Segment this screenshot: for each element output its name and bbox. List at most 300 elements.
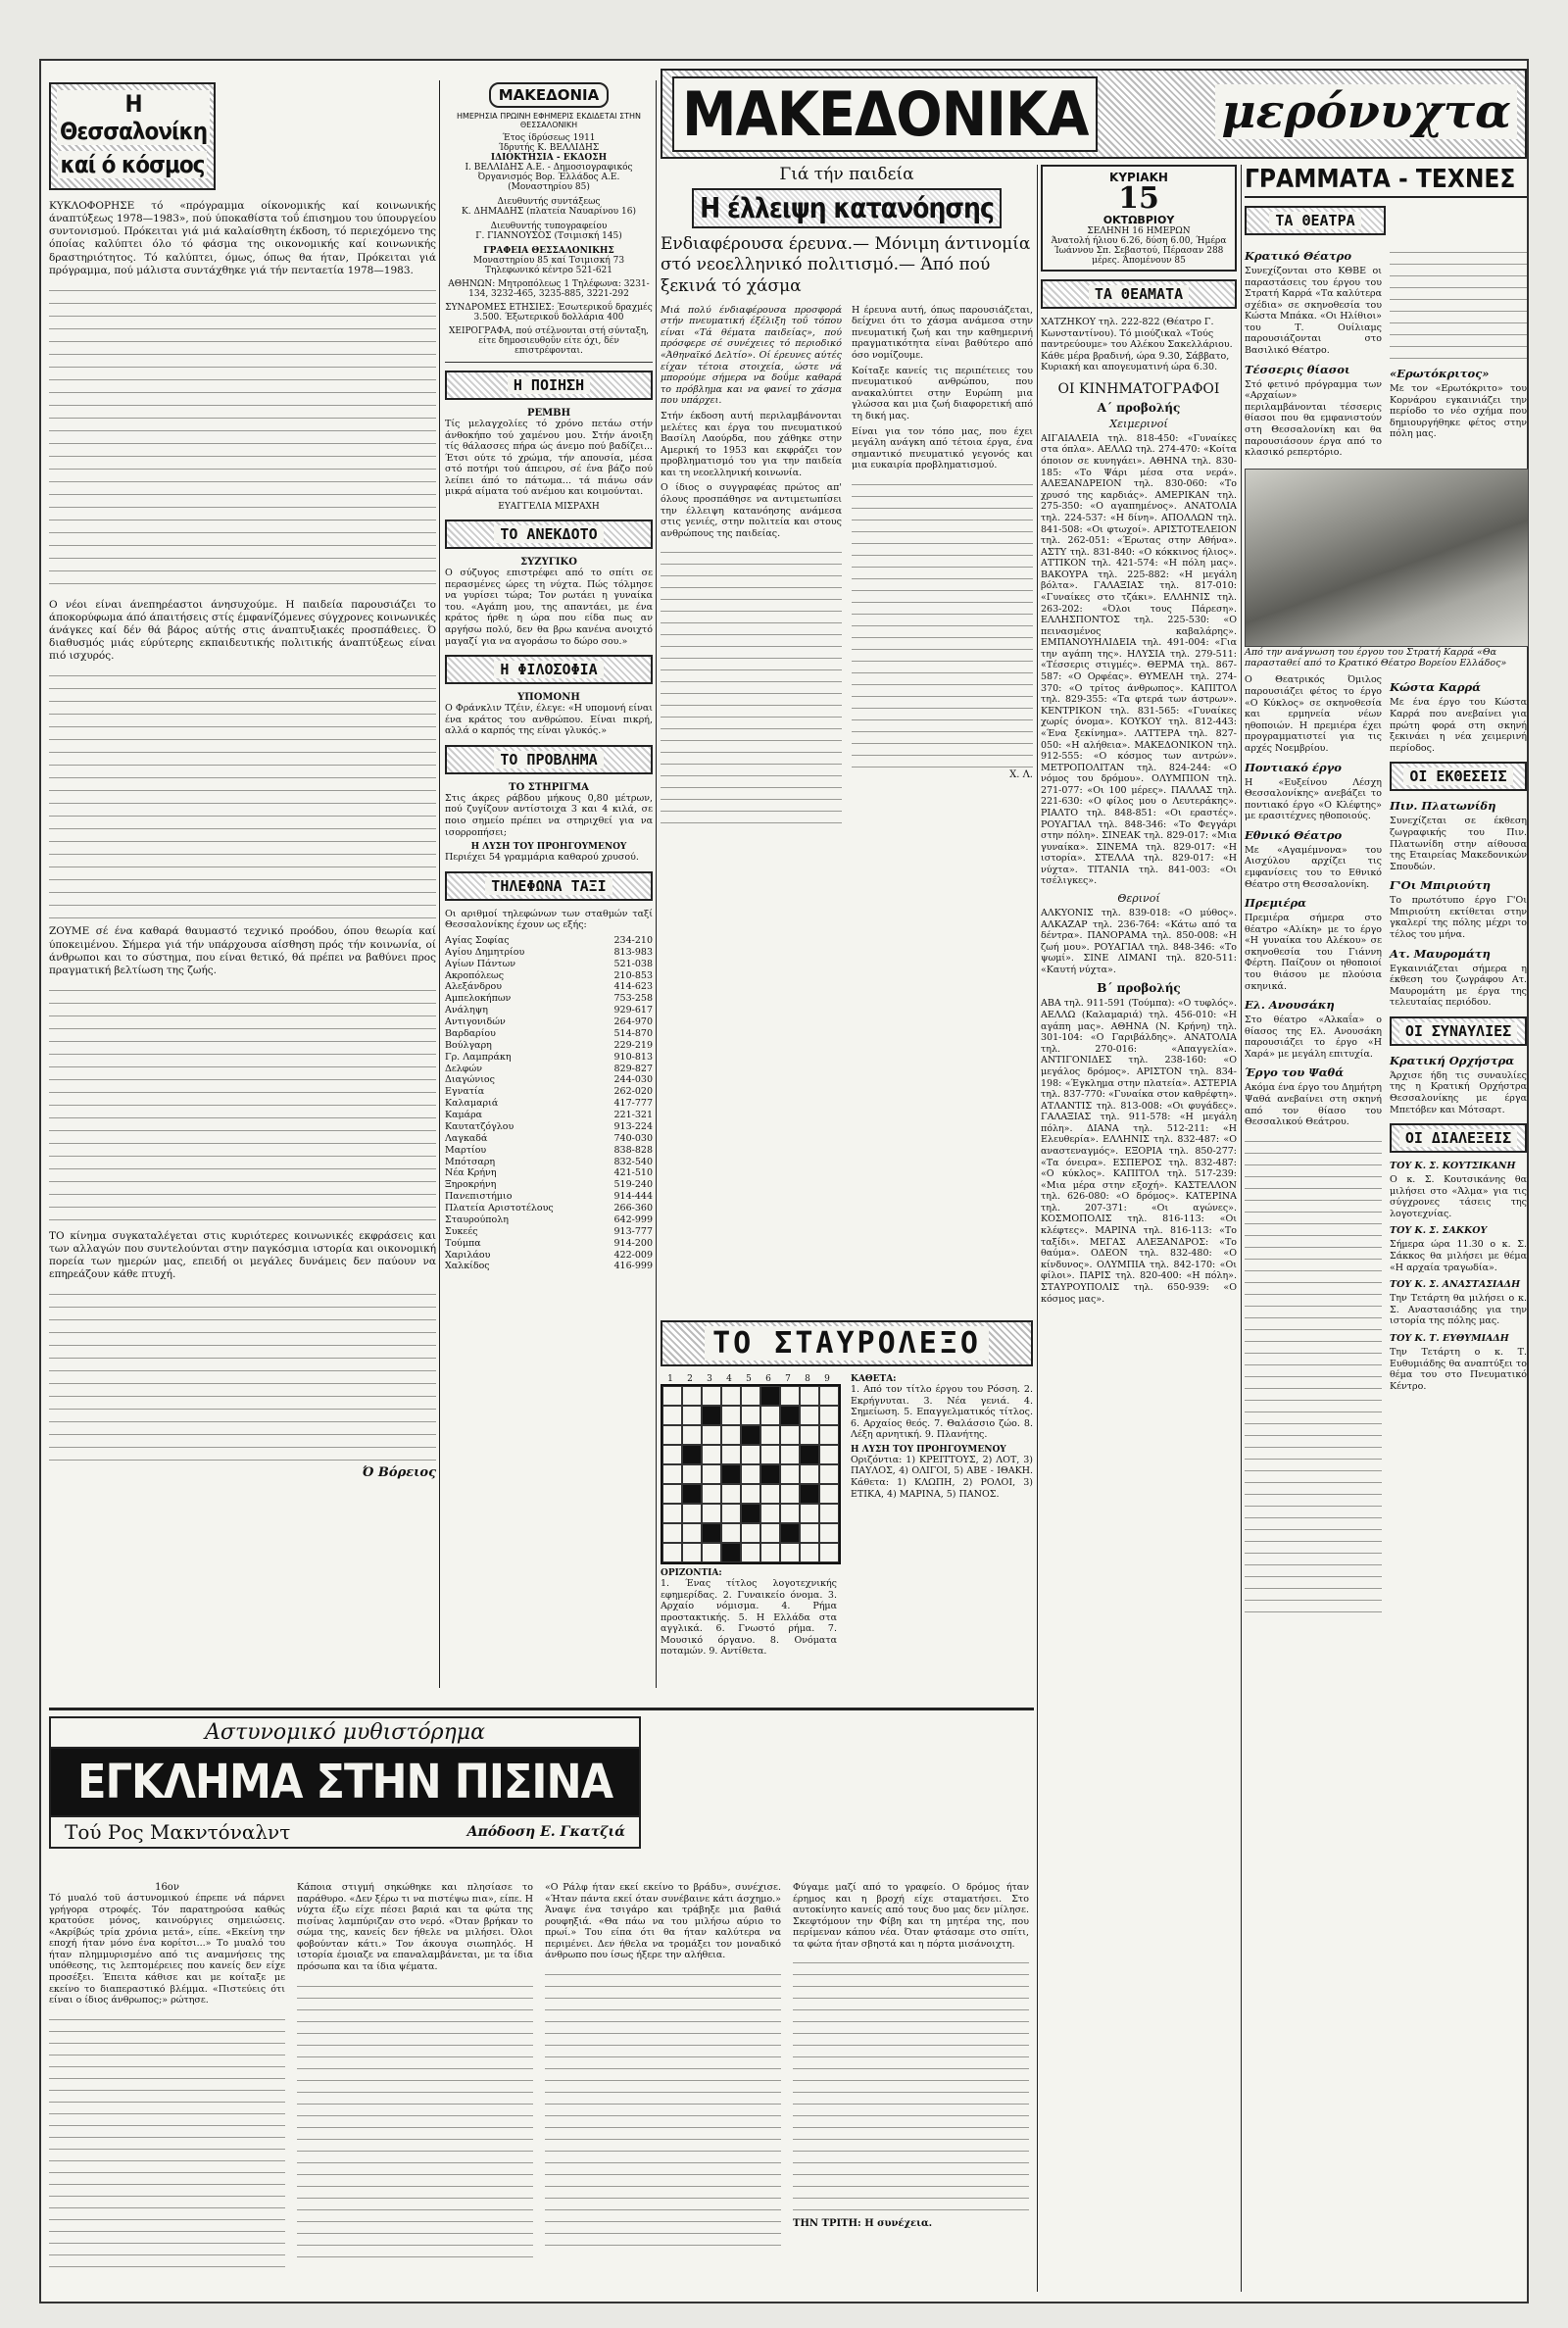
arts-column: [1245, 165, 1527, 2282]
arts-lectures-tag: ΟΙ ΔΙΑΛΕΞΕΙΣ: [1390, 1123, 1527, 1153]
feature-paragraph-6: Είναι για τον τόπο μας, που έχει μεγάλη ανάγκη από τέτοια έργα, ένα σημαντικό πνευματικό γεγονός και μια ευκαιρία προβληματισμού.: [852, 425, 1033, 471]
calendar-moon: ΣΕΛΗΝΗ 16 ΗΜΕΡΩΝ: [1087, 226, 1191, 236]
arts-ex2-title: Γ'Οι Μπιριούτη: [1390, 878, 1491, 893]
puzzle-tag: ΤΟ ΠΡΟΒΛΗΜΑ: [445, 745, 653, 774]
novel-credits: [51, 1815, 639, 1847]
phone-number: 244-030: [613, 1074, 653, 1086]
arts-theaters-tag: ΤΑ ΘΕΑΤΡΑ: [1245, 206, 1386, 235]
crossword-cell: [741, 1464, 760, 1484]
phone-row: [445, 970, 653, 982]
novel-continued: ΤΗΝ ΤΡΙΤΗ: Η συνέχεια.: [793, 2218, 933, 2230]
calendar-date: 15: [1118, 181, 1159, 216]
phone-number: 753-258: [613, 993, 653, 1005]
feature-filler-2: [852, 475, 1033, 769]
arts-lec2-text: Σήμερα ώρα 11.30 ο κ. Σ. Σάκκος θα μιλήσει με θέμα «Η αρχαία τραγωδία».: [1390, 1239, 1527, 1273]
masthead-offices-label: ΓΡΑΦΕΙΑ ΘΕΣΣΑΛΟΝΙΚΗΣ: [483, 246, 614, 256]
arts-lec2-title: ΤΟΥ Κ. Σ. ΣΑΚΚΟΥ: [1390, 1225, 1488, 1237]
crossword-body: [661, 1374, 1033, 1661]
crossword-cell: [819, 1504, 839, 1523]
arts-krat-title: Κρατικό Θέατρο: [1245, 249, 1352, 263]
phone-station-name: Τούμπα: [445, 1237, 481, 1249]
crossword-cell: [721, 1504, 741, 1523]
winter-label: Χειμερινοί: [1109, 417, 1168, 430]
crossword-cell: [682, 1464, 702, 1484]
crossword-black-cell: [741, 1504, 760, 1523]
crossword-column-number: 4: [726, 1374, 732, 1384]
novel-filler-1: [49, 2010, 285, 2275]
crossword-cell: [702, 1445, 721, 1464]
column-rule-2: [656, 80, 657, 1688]
feature-filler-1: [661, 543, 842, 827]
feature-paragraph-2: Στήν έκδοση αυτή περιλαμβάνονται μελέτες και έργα του πνευματικού Βασίλη Λαούρδα, που χάθηκε στην Αμερική το 1953 και εκφράζει τον προβληματισμό του για την παιδεία και τη νεοελληνική κοινωνία.: [661, 410, 842, 478]
crossword-title-box: [661, 1320, 1033, 1366]
poetry-tag: Η ΠΟΙΗΣΗ: [445, 371, 653, 400]
crossword-cell: [760, 1523, 780, 1543]
crossword-cell: [819, 1464, 839, 1484]
crossword-column-number: 7: [785, 1374, 791, 1384]
crossword-cell: [800, 1464, 819, 1484]
phone-number: 421-510: [613, 1167, 653, 1179]
crossword-cell: [819, 1484, 839, 1504]
masthead-publisher: Ι. ΒΕΛΛΙΔΗΣ Α.Ε. - Δημοσιογραφικός Όργανισμός Βορ. Έλλάδος Α.Ε. (Μοναστηρίου 85): [465, 163, 633, 192]
phone-station-name: Χαριλάου: [445, 1249, 491, 1261]
column-rule-3: [1037, 165, 1038, 2292]
crossword-cell: [760, 1484, 780, 1504]
phone-row: [445, 1145, 653, 1157]
puzzle-title: ΤΟ ΣΤΗΡΙΓΜΑ: [509, 781, 589, 793]
phone-number: 416-999: [613, 1261, 653, 1272]
main-header-title: ΜΑΚΕΔΟΝΙΚΑ: [672, 76, 1098, 152]
phone-row: [445, 1191, 653, 1203]
crossword-black-cell: [741, 1425, 760, 1445]
poetry-title: ΡΕΜΒΗ: [526, 408, 571, 419]
arts-eros-text: Με τον «Ερωτόκριτο» του Κορνάρου εγκαινιάζει την περίοδο το νέο σχήμα που δημιουργήθηκε φέτος στην πόλη μας.: [1390, 383, 1527, 440]
first-run-label: Α΄ προβολής: [1097, 400, 1181, 415]
arts-lec3-title: ΤΟΥ Κ. Σ. ΑΝΑΣΤΑΣΙΑΔΗ: [1390, 1279, 1521, 1291]
phone-row: [445, 1086, 653, 1098]
crossword-cell: [662, 1425, 682, 1445]
crossword-cell: [682, 1425, 702, 1445]
phone-row: [445, 1214, 653, 1226]
masthead-tagline: ΗΜΕΡΗΣΙΑ ΠΡΩΙΝΗ ΕΦΗΜΕΡΙΣ ΕΚΔΙΔΕΤΑΙ ΣΤΗΝ ΘΕΣΣΑΛΟΝΙΚΗ: [456, 112, 642, 129]
philosophy-text: Ο Φράνκλιν Τζέιν, έλεγε: «Η υπομονή είναι ένα κράτος του ανθρώπου. Είναι πικρή, αλλά ο καρπός της είναι γλυκός.»: [445, 703, 653, 737]
arts-lec1-title: ΤΟΥ Κ. Σ. ΚΟΥΤΣΙΚΑΝΗ: [1390, 1161, 1516, 1172]
column-title-line2: καί ό κόσμος: [58, 151, 208, 178]
crossword-column-number: 8: [805, 1374, 810, 1384]
philosophy-tag: Η ΦΙΛΟΣΟΦΙΑ: [445, 655, 653, 684]
arts-psych-title: Έργο του Ψαθά: [1245, 1065, 1345, 1080]
crossword-cell: [780, 1425, 800, 1445]
phone-station-name: Καυτατζόγλου: [445, 1120, 514, 1132]
phone-number: 229-219: [613, 1039, 653, 1051]
second-run-list: ΑΒΑ τηλ. 911-591 (Τούμπα): «Ο τυφλός». ΑΕΛΛΩ (Καλαμαριά) τηλ. 456-010: «Η αγάπη μας». ΑΘΗΝΑ (Ν. Κρήνη) τηλ. 301-104: «Ο Γαριβάλδης». ΑΝΑΤΟΛΙΑ τηλ. 270-016: «Απαγγελία». ΑΝΤΙΓΟΝΙΔΕΣ τηλ. 238-160: «Ο μεγάλος δρόμος». ΑΡΙΣΤΟΝ τηλ. 834-198: «Έγκλημα στην πλατεία». ΑΣΤΕΡΙΑ τηλ. 837-770: «Γυναίκα στον καθρέφτη». ΑΤΛΑΝΤΙΣ τηλ. 813-008: «Οι φυγάδες». ΓΑΛΑΞΙΑΣ τηλ. 911-578: «Η μεγάλη πόλη». ΔΙΑΝΑ τηλ. 512-211: «Η Ελευθερία». ΕΛΛΗΝΙΣ τηλ. 832-487: «Ο αναστεναγμός». ΕΞΟΡΙΑ τηλ. 850-277: «Τα όνειρα». ΕΣΠΕΡΟΣ τηλ. 832-487: «Ο κύκλος». ΚΑΠΙΤΟΛ τηλ. 517-239: «Μια μέρα στην εξοχή». ΚΑΣΤΕΛΛΟΝ τηλ. 626-080: «Ο δρόμος». ΚΑΤΕΡΙΝΑ τηλ. 207-371: «Οι αγώνες». ΚΟΣΜΟΠΟΛΙΣ τηλ. 816-113: «Οι κλέφτες». ΜΑΡΙΝΑ τηλ. 816-113: «Το ταξίδι». ΜΕΓΑΣ ΑΛΕΞΑΝΔΡΟΣ: «Το θαύμα». ΟΔΕΟΝ τηλ. 832-480: «Ο κίνδυνος». ΟΛΥΜΠΙΑ τηλ. 842-170: «Οι φίλοι». ΠΑΡΙΣ τηλ. 820-400: «Η πόλη». ΣΤΑΥΡΟΥΠΟΛΙΣ τηλ. 650-939: «Ο κόσμος μας».: [1041, 998, 1237, 1305]
crossword-cell: [760, 1425, 780, 1445]
crossword-cell: [819, 1425, 839, 1445]
phone-number: 913-224: [613, 1120, 653, 1132]
masthead-subscriptions: ΣΥΝΔΡΟΜΕΣ ΕΤΗΣΙΕΣ: Έσωτερικοΰ δραχμές 3.500. Έξωτερικοΰ δολλάρια 400: [445, 303, 653, 322]
crossword-numbers: [661, 1374, 837, 1384]
calendar-month: ΟΚΤΩΒΡΙΟΥ: [1102, 214, 1175, 226]
arts-orch-text: Άρχισε ήδη τις συναυλίες της η Κρατική Ορχήστρα Θεσσαλονίκης με έργα Μπετόβεν και Μότσαρτ.: [1390, 1069, 1527, 1115]
phone-station-name: Αγίων Πάντων: [445, 958, 516, 969]
crossword-cell: [780, 1504, 800, 1523]
crossword-cell: [800, 1504, 819, 1523]
phone-station-name: Αλεξάνδρου: [445, 981, 503, 993]
crossword-cell: [662, 1445, 682, 1464]
phone-row: [445, 1226, 653, 1238]
arts-lec4-title: ΤΟΥ Κ. Τ. ΕΥΘΥΜΙΑΔΗ: [1390, 1332, 1509, 1344]
crossword-cell: [819, 1386, 839, 1406]
phone-number: 221-321: [613, 1110, 653, 1120]
novel-text-4: Φύγαμε μαζί από το γραφείο. Ο δρόμος ήταν έρημος και η βροχή είχε σταματήσει. Στο αυτοκίνητο κανείς από τους δυο μας δεν μίλησε. Σκεφτόμουν την Φίβη και τη μητέρα της, που περίμεναν κάπου νέα. Όταν φτάσαμε στο σπίτι, τα φώτα ήταν σβηστά και η πόρτα μισάνοιχτη.: [793, 1882, 1029, 1950]
crossword-cell: [662, 1523, 682, 1543]
arts-ex2-text: Το πρωτότυπο έργο Γ'Οι Μπιριούτη εκτίθεται στην γκαλερί της πόλης μέχρι το τέλος του μήνα.: [1390, 895, 1527, 940]
crossword-clues: [851, 1374, 1033, 1661]
listings-column: [1041, 165, 1237, 2282]
masthead-founder: Ίδρυτής Κ. ΒΕΛΛΙΔΗΣ: [498, 143, 600, 153]
phone-station-name: Βούλγαρη: [445, 1039, 492, 1051]
phone-number: 838-828: [613, 1144, 653, 1156]
feature-deck: Ενδιαφέρουσα έρευνα.— Μόνιμη άντινομία στό νεοελληνικό πολιτισμό.— Άπό πού ξεκινά τό χάσμα: [661, 234, 1031, 296]
arts-premiere-title: Πρεμιέρα: [1245, 896, 1306, 911]
arts-orch-title: Κρατική Ορχήστρα: [1390, 1053, 1515, 1067]
calendar-sun: Άνατολή ήλιου 6.26, δύση 6.00, Ήμέρα Ίωάννου Σπ. Σεβαστού, Πέρασαν 288 μέρες. Άπομένουν 85: [1051, 236, 1227, 266]
phone-station-name: Αγίου Δημητρίου: [445, 946, 525, 958]
arts-eros-title: «Ερωτόκριτος»: [1390, 367, 1490, 380]
feature-headline: Η έλλειψη κατανόησης: [692, 188, 1002, 228]
phone-number: 521-038: [613, 958, 653, 969]
crossword-cell: [819, 1543, 839, 1562]
newspaper-page: [39, 59, 1529, 2303]
crossword-column-number: 3: [707, 1374, 712, 1384]
crossword-cell: [741, 1386, 760, 1406]
feature-paragraph-3: Ο ίδιος ο συγγραφέας πρώτος απ' όλους προσπάθησε να αντιμετωπίσει την έλλειψη κατανόησης ανάμεσα στις γενιές, στην πολιτεία και στους ανθρώπους της παιδείας.: [661, 482, 842, 539]
novel-col-1: [49, 1882, 285, 2275]
crossword-down-label: ΚΑΘΕΤΑ:: [851, 1374, 897, 1384]
crossword-cell: [760, 1543, 780, 1562]
crossword-column-number: 9: [824, 1374, 830, 1384]
crossword-cell: [800, 1406, 819, 1425]
crossword-cell: [780, 1484, 800, 1504]
theaters-listing-tag: ΤΑ ΘΕΑΜΑΤΑ: [1041, 279, 1237, 309]
phone-station-name: Σταυρούπολη: [445, 1214, 509, 1225]
masthead-offices: Μοναστηρίου 85 καί Τσιμισκή 73 Τηλεφωνικό κέντρο 521-621: [472, 256, 625, 275]
phone-row: [445, 1250, 653, 1262]
arts-national-title: Εθνικό Θέατρο: [1245, 827, 1343, 842]
phone-station-name: Αμπελοκήπων: [445, 993, 512, 1005]
crossword-black-cell: [760, 1386, 780, 1406]
puzzle-text: Στις άκρες ράβδου μήκους 0,80 μέτρων, πού ζυγίζουν αντίστοιχα 3 και 4 κιλά, σε ποιο σημείο πρέπει να στηριχθεί για να ισορροπήσει;: [445, 792, 653, 838]
crossword-across: 1. Ένας τίτλος λογοτεχνικής εφημερίδας. 2. Γυναικείο όνομα. 3. Αρχαίο νόμισμα. 4. Ρήμα προστακτικής. 5. Η Ελλάδα στα αγγλικά. 6. Γνωστό ρήμα. 7. Μουσικό όργανο. 8. Ονόματα ποταμών. 9. Αντίθετα.: [661, 1578, 837, 1658]
phone-number: 829-827: [613, 1063, 653, 1074]
crossword-cell: [760, 1406, 780, 1425]
crossword-cell: [819, 1406, 839, 1425]
column-title-box: [49, 82, 216, 190]
phone-row: [445, 1167, 653, 1179]
phone-station-name: Πανεπιστήμιο: [445, 1191, 513, 1203]
left-paragraph-3b: [49, 981, 436, 1226]
novel-section: [49, 1708, 1034, 2299]
phone-row: [445, 947, 653, 959]
crossword-cell: [741, 1523, 760, 1543]
crossword-cell: [721, 1425, 741, 1445]
masthead-print-manager: Γ. ΓΙΑΝΝΟΥΣΟΣ (Τσιμισκή 145): [475, 231, 622, 241]
phone-row: [445, 981, 653, 993]
crossword-grid-wrap: [661, 1374, 841, 1661]
crossword-cell: [702, 1464, 721, 1484]
phone-row: [445, 959, 653, 970]
novel-text-1: Τό μυαλό τοϋ άστυνομικού έπρεπε νά πάρνει γρήγορα στροφές. Τόν παρατηρούσα καθώς κρατούσε μόνος, καινούργιες σημειώσεις. «Ακρίβώς τρία χρόνια μετά», είπε. «Εκείνη την εποχή ήταν μόνο ένα κορίτσι...» Το μυαλό του ήταν πλημμυρισμένο από τις αναμνήσεις της υπόθεσης, τις λεπτομέρειες που κανείς δεν είχε προσέξει. Έπειτα κάθισε και με κοίταξε με εκείνο το διαπεραστικό βλέμμα. «Πιστεύεις ότι είναι ο ίδιος άνθρωπος;» ρώτησε.: [49, 1893, 285, 2006]
crossword-solution-label: Η ΛΥΣΗ ΤΟΥ ΠΡΟΗΓΟΥΜΕΝΟΥ: [851, 1444, 1006, 1455]
crossword-cell: [780, 1464, 800, 1484]
crossword-cell: [662, 1406, 682, 1425]
crossword-black-cell: [682, 1484, 702, 1504]
masthead-athens: ΑΘΗΝΩΝ: Μητροπόλεως 1 Τηλέφωνα: 3231-134, 3232-465, 3235-885, 3221-292: [448, 279, 650, 299]
phone-number: 914-200: [613, 1237, 653, 1249]
feature-body-col2: [852, 305, 1033, 828]
phone-station-name: Πλατεία Αριστοτέλους: [445, 1203, 554, 1214]
crossword-cell: [721, 1386, 741, 1406]
arts-top-filler: [1390, 243, 1527, 361]
phone-row: [445, 1121, 653, 1133]
masthead-print-label: Διευθυντής τυπογραφείου: [490, 222, 608, 231]
feature-signature: Χ. Λ.: [1009, 768, 1033, 780]
crossword-cell: [702, 1543, 721, 1562]
left-paragraph-4: ΤΟ κίνημα συγκαταλέγεται στις κυριότερες κοινωνικές εκφράσεις και των αλλαγών που συντελούνται στην παγκόσμια ιστορία και οικονομική πορεία των ημερών μας, επειδή οι μεγάλες δυνάμεις δεν παύουν να επηρεάζουν κάθε πτυχή.: [49, 1229, 436, 1281]
anecdote-tag: ΤΟ ΑΝΕΚΔΟΤΟ: [445, 520, 653, 549]
crossword-across-label: ΟΡΙΖΟΝΤΙΑ:: [661, 1568, 722, 1578]
masthead-block: [445, 82, 653, 363]
phone-number: 417-777: [613, 1098, 653, 1110]
phone-number: 210-853: [613, 969, 653, 981]
arts-photo-caption: Από την ανάγνωση του έργου του Στρατή Καρρά «Θα παρασταθεί από το Κρατικό Θέατρο Βορείου Ελλάδος»: [1245, 646, 1507, 669]
phone-row: [445, 1133, 653, 1145]
arts-theater-body: Ο Θεατρικός Όμιλος παρουσιάζει φέτος το έργο «Ο Κύκλος» σε σκηνοθεσία και ερμηνεία νέων ηθοποιών. Η πρεμιέρα έχει προγραμματιστεί για τις αρχές Νοεμβρίου.: [1245, 674, 1382, 754]
poetry-text: Τίς μελαγχολίες τό χρόνο πετάω στήν άνθοκήπο τού χαμένου μου. Στήν άνοιξη τίς θάλασσες πήρα ώς άνεμο πού βαδίζει... Έτσι ούτε τό χρώμα, τήν απουσία, μέσα στό ποτήρι τού άπειρου, σέ ένα βάζο πού λείπει άπό το πάτωμα... τά πιάνω σάν μικρά αίματα τού ανέμου και κοιμούνται.: [445, 419, 653, 498]
phone-number: 262-020: [613, 1086, 653, 1098]
crossword-cell: [662, 1484, 682, 1504]
novel-translator: Απόδοση Ε. Γκατζιά: [466, 1824, 625, 1840]
summer-label: Θερινοί: [1117, 892, 1160, 906]
crossword-black-cell: [760, 1464, 780, 1484]
phone-station-name: Αντιγονιδών: [445, 1016, 506, 1027]
crossword-cell: [721, 1484, 741, 1504]
crossword-cell: [800, 1386, 819, 1406]
phone-station-name: Χαλκίδος: [445, 1261, 490, 1272]
phone-row: [445, 935, 653, 947]
phone-number: 264-970: [613, 1016, 653, 1027]
phone-station-name: Δελφών: [445, 1063, 482, 1074]
feature-body: [661, 305, 1033, 828]
left-paragraph-2: Ο νέοι είναι άνεπηρέαστοι άνησυχούμε. Η παιδεία παρουσιάζει το άποκορύφωμα άπό άπαιτήσεις στίς έμφανίζόμενες σύγχρονες κοινωνικές άνάγκες καί δέν θά βάρος αύτής στις άναπτυξιακές προσπάθειες. Ό διαθυσμός μιάς εύρύτερης εκπαιδευτικής πολιτικής άναπτύξεως είναι πιό ισχυρός.: [49, 598, 436, 663]
phone-row: [445, 1110, 653, 1121]
phone-row: [445, 1005, 653, 1016]
phone-row: [445, 1203, 653, 1214]
arts-exhibitions-tag: ΟΙ ΕΚΘΕΣΕΙΣ: [1390, 762, 1527, 791]
crossword-cell: [721, 1523, 741, 1543]
anecdote-title: ΣΥΖΥΓΙΚΟ: [520, 557, 577, 569]
arts-left-filler: [1245, 1132, 1382, 1622]
crossword-cell: [682, 1523, 702, 1543]
masthead-ownership: ΙΔΙΟΚΤΗΣΙΑ - ΕΚΔΟΣΗ: [490, 153, 608, 163]
masthead-logo: ΜΑΚΕΔΟΝΙΑ: [489, 82, 610, 108]
arts-premiere-text: Πρεμιέρα σήμερα στο θέατρο «Αλίκη» με το έργο «Η γυναίκα του Αλέκου» σε σκηνοθεσία του Γιάννη Φέρτη. Παίζουν οι ηθοποιοί του θιάσου με πλούσια σκηνικά.: [1245, 913, 1382, 992]
phone-station-name: Μπότσαρη: [445, 1156, 496, 1167]
phone-station-name: Εγνατία: [445, 1086, 485, 1098]
left-paragraph-3: ΖΟΥΜΕ σέ ένα καθαρά θαυμαστό τεχνικό προόδου, όπου θεωρία καί ύποκειμένου. Σήμερα γιά τήν υπάρχουσα αίσθηση πρός τήν κοινωνία, οί άνθρωποι και το σύστημα, που είναι θετικό, θά πρέπει να βαθύνει προς πραγματική βελτίωση της ζωής.: [49, 925, 436, 976]
arts-ex1-title: Πιν. Πλατωνίδη: [1390, 799, 1496, 814]
crossword-cell: [662, 1464, 682, 1484]
phone-row: [445, 1179, 653, 1191]
phone-station-name: Ακροπόλεως: [445, 969, 505, 981]
phone-station-name: Καλαμαριά: [445, 1098, 499, 1110]
novel-col-3: [545, 1882, 781, 2275]
crossword-column-number: 2: [687, 1374, 693, 1384]
arts-four-title: Τέσσερις θίασοι: [1245, 362, 1350, 376]
masthead-editor: Κ. ΔΗΜΑΔΗΣ (πλατεία Ναυαρίνου 16): [462, 207, 636, 217]
philosophy-title: ΥΠΟΜΟΝΗ: [517, 692, 580, 704]
phone-station-name: Καμάρα: [445, 1110, 483, 1120]
arts-psych-text: Ακόμα ένα έργο του Δημήτρη Ψαθά ανεβαίνει στη σκηνή από τον θίασο του Θεσσαλικού Θεάτρου.: [1245, 1082, 1382, 1128]
phone-row: [445, 1098, 653, 1110]
crossword-black-cell: [780, 1523, 800, 1543]
crossword-cell: [682, 1386, 702, 1406]
arts-ellinikes-text: Στο θέατρο «Αλκαΐα» ο θίασος της Ελ. Ανουσάκη παρουσιάζει το έργο «Η Χαρά» με μεγάλη επιτυχία.: [1245, 1015, 1382, 1060]
phone-row: [445, 993, 653, 1005]
crossword-cell: [741, 1543, 760, 1562]
crossword-cell: [780, 1445, 800, 1464]
phone-station-name: Ανάληψη: [445, 1005, 488, 1016]
crossword-cell: [682, 1504, 702, 1523]
arts-title: ΓΡΑΜΜΑΤΑ - ΤΕΧΝΕΣ: [1245, 165, 1527, 198]
novel-author: Τού Ρος Μακντόναλντ: [65, 1820, 291, 1844]
masthead-manuscripts: ΧΕΙΡΟΓΡΑΦΑ, πού στέλνονται στή σύνταξη, είτε δημοσιευθοΰν είτε όχι, δέν επιστρέφονται.: [448, 326, 650, 356]
main-header-subtitle: μερόνυχτα: [1215, 84, 1517, 139]
arts-national-text: Με «Αγαμέμνονα» του Αισχύλου αρχίζει τις εμφανίσεις του το Εθνικό Θέατρο στη Θεσσαλονίκη.: [1245, 844, 1382, 890]
phone-row: [445, 1064, 653, 1075]
novel-banner: Αστυνομικό μυθιστόρημα: [51, 1718, 639, 1749]
anecdote-text: Ο σύζυγος επιστρέφει από το σπίτι σε περασμένες ώρες τη νύχτα. Πώς τόλμησε να γυρίσει τώρα; Τον ρωτάει η γυναίκα του. «Αγάπη μου, της απαντάει, με ένα κράτος ήρθε η ώρα που είδα πως αν αργήσω πολύ, δεν θα βρω κανένα ανοιχτό μαγαζί για να αγοράσω το δώρο σου.»: [445, 568, 653, 647]
novel-text-2: Κάποια στιγμή σηκώθηκε και πλησίασε το παράθυρο. «Δεν ξέρω τι να πιστέψω πια», είπε. Η νύχτα έξω είχε πέσει βαριά και τα φώτα της πισίνας λαμπύριζαν στο νερό. «Όταν βρήκαν το σώμα της, κανείς δεν ήθελε να μιλήσει. Όλοι φοβούνταν κάτι.» Τον άκουγα σιωπηλός. Η ιστορία έμοιαζε να επαναλαμβάνεται, με τα ίδια πρόσωπα και τα ίδια ψέματα.: [297, 1882, 533, 1973]
arts-pontic-text: Η «Ευξείνου Λέσχη Θεσσαλονίκης» ανεβάζει το ποντιακό έργο «Ο Κλέφτης» με ερασιτέχνες ηθοποιούς.: [1245, 776, 1382, 822]
left-paragraph-1: ΚΥΚΛΟΦΟΡΗΣΕ τό «πρόγραμμα οίκονομικής καί κοινωνικής άναπτύξεως 1978—1983», πού ύποκαθίστα τοΰ έπισημου του ύπουργείου συντονισμού. Πρόκειται γιά μιά καλαίσθητη έκδοση, τό περιεχόμενο της όποίας καλύπτει όλο τό φάσμα της οικονομικής καί κοινωνικής δραστηριότητος. Τό καλύπτει, όμως, όπως θα ήταν, Πρόκειται γιά πρόγραμμα, πού μάλιστα συντάχθηκε γιά τήν πενταετία 1978—1983.: [49, 200, 436, 276]
phone-row: [445, 1040, 653, 1052]
phone-station-name: Μαρτίου: [445, 1144, 487, 1156]
novel-text-3: «Ο Ράλφ ήταν εκεί εκείνο το βράδυ», συνέχισε. «Ήταν πάντα εκεί όταν συνέβαινε κάτι άσχημο.» Άναψε ένα τσιγάρο και τράβηξε μια βαθιά ρουφηξιά. «Θα πάω να του μιλήσω αύριο το πρωί.» Του είπα ότι θα ήταν καλύτερα να περιμένει. Δεν ήθελα να τρομάξει τον μοναδικό άνθρωπο που ίσως ήξερε την αλήθεια.: [545, 1882, 781, 1961]
crossword-cell: [780, 1543, 800, 1562]
left-column: [49, 82, 436, 1651]
arts-ex1-text: Συνεχίζεται σε έκθεση ζωγραφικής του Πιν. Πλατωνίδη στην αίθουσα της Εταιρείας Μακεδονικών Σπουδών.: [1390, 816, 1527, 872]
phone-station-name: Διαγώνιος: [445, 1074, 495, 1086]
arts-ex3-title: Ατ. Μαυρομάτη: [1390, 946, 1491, 961]
crossword-black-cell: [721, 1464, 741, 1484]
phone-number: 913-777: [613, 1225, 653, 1237]
masthead-column: [445, 82, 653, 1690]
cinemas-title: ΟΙ ΚΙΝΗΜΑΤΟΓΡΑΦΟΙ: [1057, 380, 1220, 397]
crossword-cell: [721, 1445, 741, 1464]
arts-lec3-text: Την Τετάρτη θα μιλήσει ο κ. Σ. Αναστασιάδης για την ιστορία της πόλης μας.: [1390, 1293, 1527, 1327]
arts-mid-block: [1245, 674, 1527, 1621]
arts-karras-title: Κώστα Καρρά: [1390, 680, 1482, 695]
phone-number: 813-983: [613, 946, 653, 958]
phone-station-name: Λαγκαδά: [445, 1132, 488, 1144]
arts-top-block: [1245, 243, 1527, 463]
phone-number: 929-617: [613, 1005, 653, 1016]
crossword-grid: [661, 1384, 841, 1564]
arts-mid-left: [1245, 674, 1382, 1621]
column-rule-4: [1241, 165, 1242, 2292]
arts-krat-text: Συνεχίζονται στο ΚΘΒΕ οι παραστάσεις του έργου του Στρατή Καρρά «Τα καλύτερα σχέδια» σε σκηνοθεσία του Κώστα Μπάκα. «Οι Ηλίθιοι» του Τ. Ουίλιαμς παρουσιάζονται στο Βασιλικό Θέατρο.: [1245, 266, 1382, 357]
novel-chapter: 16ον: [155, 1882, 179, 1893]
phones-list: [445, 935, 653, 1272]
arts-karras-text: Με ένα έργο του Κώστα Καρρά που ανεβαίνει για πρώτη φορά στη σκηνή ξεκινάει η νέα χειμερινή περίοδος.: [1390, 697, 1527, 754]
novel-header: [49, 1716, 641, 1849]
phone-number: 234-210: [613, 934, 653, 946]
arts-lec4-text: Την Τετάρτη ο κ. Τ. Ευθυμιάδης θα αναπτύξει το θέμα του στο Πνευματικό Κέντρο.: [1390, 1346, 1527, 1392]
theaters-first-entry: ΧΑΤΖΗΚΟΥ τηλ. 222-822 (Θέατρο Γ. Κωνσταντίνου). Τό μιούζικαλ «Τούς παντρεύουμε» του Αλέκου Σακελλάριου. Κάθε μέρα βραδινή, ώρα 9.30, Σάββατο, Κυριακή και απογευματινή ώρα 6.30.: [1041, 317, 1233, 373]
masthead-editor-label: Διευθυντής συντάξεως: [497, 197, 601, 207]
crossword-title: ΤΟ ΣΤΑΥΡΟΛΕΞΟ: [705, 1326, 989, 1361]
left-signature: Ό Βόρειος: [362, 1465, 436, 1481]
feature-paragraph-1: Μιά πολύ ένδιαφέρουσα προσφορά στήν πνευματική έξέλιξη τοΰ τόπου είναι «Τά θέματα παιδείας», πού πρόσφερε σέ συνέχειες τό περιοδικό «Άθηναϊκό Δελτίο». Οί έρευνες αύτές είχαν τέτοια στοιχεία, ώστε νά μπορούμε σήμερα να δοΰμε καθαρά το πρόβλημα και να φανεί το χάσμα που υπάρχει.: [661, 304, 842, 407]
masthead-founded: Έτος ίδρύσεως 1911: [502, 133, 596, 143]
phone-number: 519-240: [613, 1179, 653, 1191]
crossword-cell: [702, 1425, 721, 1445]
crossword-black-cell: [800, 1445, 819, 1464]
crossword: [661, 1320, 1033, 1658]
main-header: [661, 69, 1527, 159]
phone-station-name: Ξηροκρήνη: [445, 1179, 497, 1191]
arts-top-left: [1245, 243, 1382, 463]
novel-col-2: [297, 1882, 533, 2275]
phones-tag: ΤΗΛΕΦΩΝΑ ΤΑΞΙ: [445, 871, 653, 901]
phone-number: 422-009: [613, 1249, 653, 1261]
arts-pontic-title: Ποντιακό έργο: [1245, 760, 1342, 774]
feature-kicker: Γιά τήν παιδεία: [779, 165, 914, 184]
crossword-cell: [760, 1445, 780, 1464]
crossword-cell: [800, 1543, 819, 1562]
arts-top-right: [1390, 243, 1527, 463]
crossword-cell: [721, 1406, 741, 1425]
crossword-cell: [702, 1484, 721, 1504]
column-title-line1: Η Θεσσαλονίκη: [57, 90, 210, 145]
phone-station-name: Γρ. Λαμπράκη: [445, 1051, 512, 1063]
novel-title: ΕΓΚΛΗΜΑ ΣΤΗΝ ΠΙΣΙΝΑ: [76, 1755, 613, 1809]
crossword-cell: [741, 1445, 760, 1464]
puzzle-answer-label: Η ΛΥΣΗ ΤΟΥ ΠΡΟΗΓΟΥΜΕΝΟΥ: [470, 842, 627, 853]
phone-row: [445, 1052, 653, 1064]
crossword-cell: [819, 1445, 839, 1464]
second-run-label: Β΄ προβολής: [1097, 981, 1181, 996]
phone-row: [445, 1238, 653, 1250]
phone-number: 832-540: [613, 1156, 653, 1167]
phones-intro: Οι αριθμοί τηλεφώνων των σταθμών ταξί Θεσσαλονίκης έχουν ως εξής:: [445, 908, 653, 931]
left-paragraph-4b: [49, 1285, 436, 1461]
crossword-black-cell: [702, 1523, 721, 1543]
phone-number: 910-813: [613, 1051, 653, 1063]
arts-lec1-text: Ο κ. Σ. Κουτσικάνης θα μιλήσει στο «Άλμα» για τις σύγχρονες τάσεις της λογοτεχνίας.: [1390, 1174, 1527, 1219]
crossword-cell: [682, 1543, 702, 1562]
novel-col-4: [793, 1882, 1029, 2275]
phone-row: [445, 1016, 653, 1028]
column-rule-1: [439, 80, 440, 1688]
crossword-cell: [702, 1386, 721, 1406]
crossword-column-number: 1: [667, 1374, 673, 1384]
crossword-cell: [800, 1523, 819, 1543]
crossword-cell: [662, 1543, 682, 1562]
winter-list: ΑΙΓΑΙΑΛΕΙΑ τηλ. 818-450: «Γυναίκες στα όπλα». ΑΕΛΛΩ τηλ. 274-470: «Κοίτα όποιον σε κυνηγάει». ΑΘΗΝΑ τηλ. 830-185: «Το Ψάρι μέσα στα νερά». ΑΛΕΞΑΝΔΡΕΙΟΝ τηλ. 830-060: «Το χρυσό της καρδιάς». ΑΜΕΡΙΚΑΝ τηλ. 275-350: «Ο αγαπημένος». ΑΝΑΤΟΛΙΑ τηλ. 224-537: «Η δίνη». ΑΠΟΛΛΩΝ τηλ. 841-508: «Οι φτωχοί». ΑΡΙΣΤΟΤΕΛΕΙΟΝ τηλ. 262-051: «Έρωτας στην Αθήνα». ΑΣΤΥ τηλ. 831-840: «Ο κόκκινος ήλιος». ΑΤΤΙΚΟΝ τηλ. 421-574: «Η πόλη μας». ΒΑΚΟΥΡΑ τηλ. 225-882: «Η μεγάλη βόλτα». ΓΑΛΑΞΙΑΣ τηλ. 817-010: «Γυναίκες στο τζάκι». ΕΛΛΗΝΙΣ τηλ. 263-202: «Όλοι τους Πάρεση». ΕΛΛΗΣΠΟΝΤΟΣ τηλ. 225-530: «Ο πεινασμένος καβαλάρης». ΕΜΠΑΝΟΥΗΛΙΔΕΙΑ τηλ. 491-004: «Για την αγάπη της». ΗΛΥΣΙΑ τηλ. 279-511: «Τέσσερις στιγμές». ΘΕΡΜΑ τηλ. 867-587: «Ο Ορφέας». ΘΥΜΕΛΗ τηλ. 274-370: «Ο τρίτος άνθρωπος». ΚΑΠΙΤΟΛ τηλ. 829-355: «Τα φτερά των άστρων». ΚΕΝΤΡΙΚΟΝ τηλ. 831-565: «Γυναίκες χωρίς όνομα». ΚΟΥΚΟΥ τηλ. 812-443: «Ένα ξεκίνημα». ΛΑΤΤΕΡΑ τηλ. 827-050: «Η αλήθεια». ΜΑΚΕΔΟΝΙΚΟΝ τηλ. 912-555: «Ο κόσμος των αντρών». ΜΕΤΡΟΠΟΛΙΤΑΝ τηλ. 824-244: «Ο νόμος του δρόμου». ΟΛΥΜΠΙΟΝ τηλ. 271-077: «Οι 100 μέρες». ΠΑΛΛΑΣ τηλ. 221-630: «Ο φίλος μου ο Λευτεράκης». ΡΙΑΛΤΟ τηλ. 848-851: «Οι εραστές». ΡΟΥΑΓΙΑΛ τηλ. 848-346: «Το Φεγγάρι στην πόλη». ΣΙΝΕΑΚ τηλ. 829-017: «Μια γυναίκα». ΣΙΝΕΜΑ τηλ. 829-017: «Η ιστορία». ΣΤΕΛΛΑ τηλ. 829-017: «Η νύχτα». ΤΙΤΑΝΙΑ τηλ. 841-003: «Οι τσέλιγκες».: [1041, 432, 1237, 887]
novel-filler-3: [545, 1965, 781, 2250]
